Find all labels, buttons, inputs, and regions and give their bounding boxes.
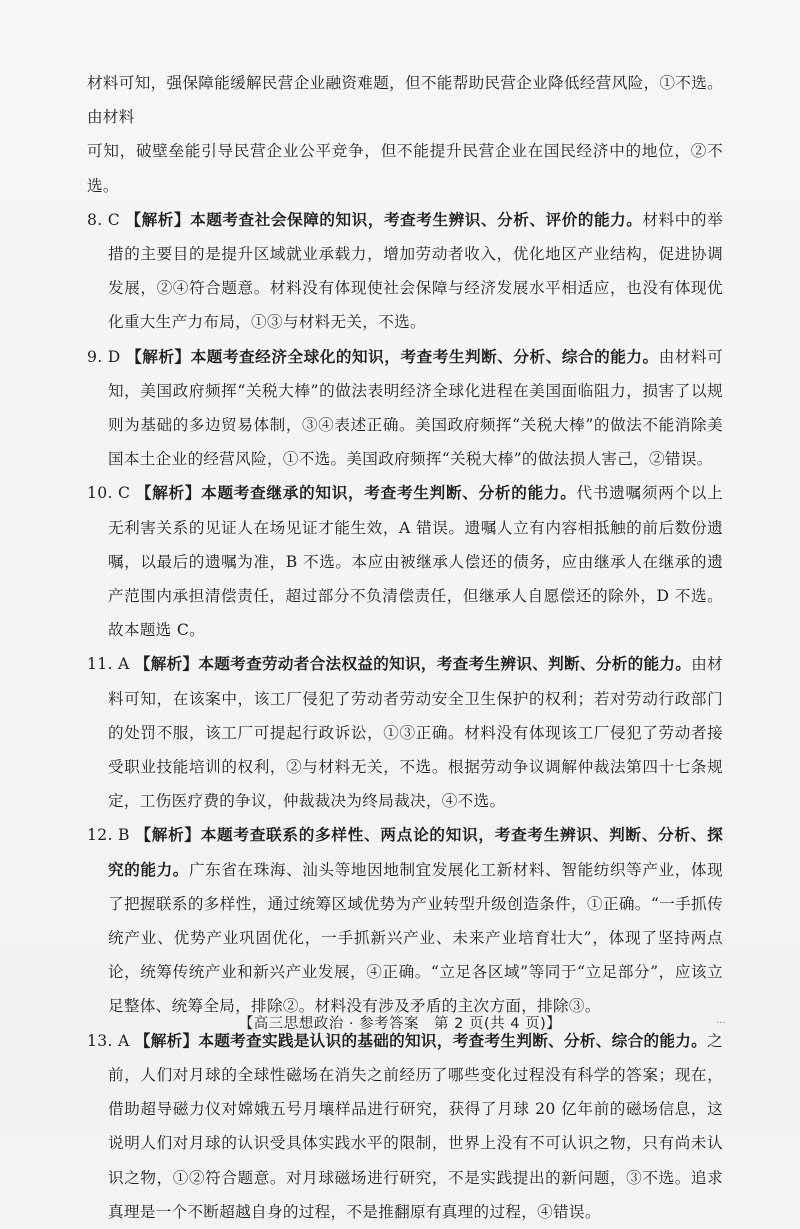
item-number: 11. A (87, 655, 130, 674)
item-text-rest: 关系的见证人在场见证才能生效，A 错误。遗嘱人立有内容相抵触的前后数份遗嘱，以最后的遗嘱为准，B 不选。本应由被继承人偿还的债务，应由继承人在继承的遗产范围内承担清偿责任，超过部分不负清偿责任，但继承人自愿偿还的除外，D 不选。故本题选 C。 (108, 518, 723, 640)
item-analysis-tag: 【解析】本题考查联系的多样性、两点论的知识，考查考生辨识、判断、分析、探究的能力。 (108, 825, 723, 879)
item-text-first: 材料中的举措的主 (108, 210, 723, 264)
item-analysis-tag: 【解析】本题考查社会保障的知识，考查考生辨识、分析、评价的能力。 (125, 209, 643, 229)
item-number: 9. D (87, 347, 121, 366)
item-text-first: 之前，人 (108, 1031, 723, 1084)
item-text-rest: 广东省在珠海、汕头等地因地制宜发展化工新材料、智能纺织等产业，体现了把握联系的多样性，通过统筹区域优势为产业转型升级创造条件，①正确。“一手抓传统产业、优势产业巩固优化，一手抓新兴产业、未来产业培育壮大”，体现了坚持两点论，统筹传统产业和新兴产业发展，④正确。“立足各区域”等同于“立足部分”，应该立足整体、统筹全局，排除②。材料没有涉及矛盾的主次方面，排除③。 (108, 860, 723, 1016)
item-text-first: 由材料可 (108, 655, 723, 708)
item-text-first: 由材料可知，美 (108, 347, 724, 400)
answer-item-12 (87, 818, 723, 1023)
item-number: 8. C (87, 210, 120, 229)
item-text-rest: 要目的是提升区域就业承载力，增加劳动者收入，优化地区产业结构，促进协调发展，②④符合题意。材料没有体现使社会保障与经济发展水平相适应，也没有体现优化重大生产力布局，①③与材料无关，不选。 (108, 245, 723, 332)
item-number: 12. B (87, 826, 130, 845)
item-number: 13. A (87, 1031, 130, 1050)
answer-item-10 (87, 476, 723, 647)
intro-line-2: 可知，破壁垒能引导民营企业公平竞争，但不能提升民营企业在国民经济中的地位，②不选。 (87, 142, 723, 195)
item-text-rest: 知，在该案中，该工厂侵犯了劳动者劳动安全卫生保护的权利；若对劳动行政部门的处罚不服，该工厂可提起行政诉讼，①③正确。材料没有体现该工厂侵犯了劳动者接受职业技能培训的权利，②与材料无关，不选。根据劳动争议调解仲裁法第四十七条规定，工伤医疗费的争议，仲裁裁决为终局裁决，④不选。 (108, 689, 723, 811)
item-text-rest: 国政府频挥“关税大棒”的做法表明经济全球化进程在美国面临阻力，损害了以规则为基础的多边贸易体制，③④表述正确。美国政府频挥“关税大棒”的做法不能消除美国本土企业的经营风险，①不选。美国政府频挥“关税大棒”的做法损人害己，②错误。 (108, 381, 724, 469)
item-text-rest: 们对月球的全球性磁场在消失之前经历了哪些变化过程没有科学的答案；现在，借助超导磁力仪对嫦娥五号月壤样品进行研究，获得了月球 20 亿年前的磁场信息，这说明人们对月球的认识受具体实践水平的限制，世界上没有不可认识之物，只有尚未认识之物，①②符合题意。对月球磁场进行研究，不是实践提出的新问题，③不选。追求真理是一个不断超越自身的过程，不是推翻原有真理的过程，④错误。 (108, 1065, 723, 1221)
item-analysis-tag: 【解析】本题考查经济全球化的知识，考查考生判断、分析、综合的能力。 (126, 346, 659, 366)
answer-item-9 (87, 340, 723, 477)
answer-content (87, 66, 723, 1229)
intro-line-1: 材料可知，强保障能缓解民营企业融资难题，但不能帮助民营企业降低经营风险，①不选。由材料 (87, 74, 723, 127)
item-analysis-tag: 【解析】本题考查实践是认识的基础的知识，考查考生判断、分析、综合的能力。 (134, 1030, 708, 1050)
item-analysis-tag: 【解析】本题考查劳动者合法权益的知识，考查考生辨识、判断、分析的能力。 (134, 654, 692, 674)
footer-mark: ... (716, 1015, 726, 1026)
answer-item-11 (87, 647, 723, 818)
item-text-first: 代书遗嘱须两个以上无利害 (108, 484, 723, 537)
item-number: 10. C (87, 484, 131, 503)
answer-item-13 (87, 1024, 723, 1229)
answer-item-8 (87, 203, 723, 340)
item-analysis-tag: 【解析】本题考查继承的知识，考查考生判断、分析的能力。 (135, 483, 577, 503)
page-footer: 【高三思想政治 · 参考答案 第 2 页(共 4 页)】 (238, 1016, 562, 1032)
